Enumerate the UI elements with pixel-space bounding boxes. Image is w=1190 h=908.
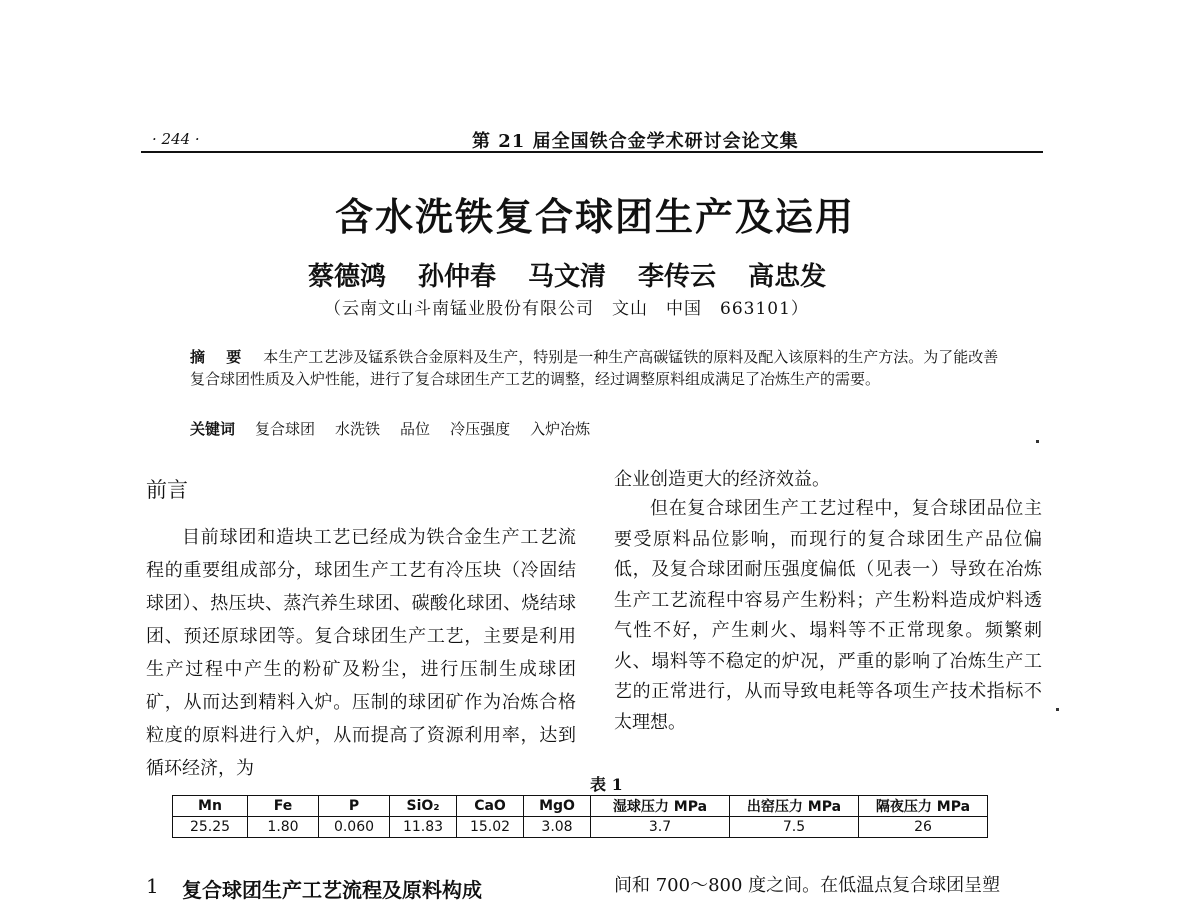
- table-cell: 1.80: [248, 817, 319, 838]
- keyword: 复合球团: [255, 420, 316, 438]
- paper-title: 含水洗铁复合球团生产及运用: [334, 195, 855, 239]
- intro-paragraph-right: 但在复合球团生产工艺过程中，复合球团品位主要受原料品位影响，而现行的复合球团生产品位偏低，及复合球团耐压强度偏低（见表一）导致在冶炼生产工艺流程中容易产生粉料；产生粉料造成炉料透气性不好，产生刺火、塌料等不正常现象。频繁刺火、塌料等不稳定的炉况，严重的影响了冶炼生产工艺的正常进行，从而导致电耗等各项生产技术指标不太理想。: [614, 498, 1042, 733]
- keywords: [190, 418, 590, 439]
- table-header-cell: 隔夜压力 MPa: [859, 796, 988, 817]
- table-cell: 0.060: [319, 817, 390, 838]
- table-cell: 3.08: [524, 817, 591, 838]
- table-header-cell: SiO₂: [390, 796, 457, 817]
- author: 马文清: [528, 262, 607, 292]
- table-cell: 15.02: [457, 817, 524, 838]
- keywords-label: 关键词: [190, 420, 236, 438]
- table-header-cell: Fe: [248, 796, 319, 817]
- keyword: 品位: [400, 420, 431, 438]
- affiliation: （云南文山斗南锰业股份有限公司 文山 中国 663101）: [324, 299, 809, 319]
- abstract-text: 本生产工艺涉及锰系铁合金原料及生产，特别是一种生产高碳锰铁的原料及配入该原料的生产方法。为了能改善复合球团性质及入炉性能，进行了复合球团生产工艺的调整，经过调整原料组成满足了冶炼生产的需要。: [190, 348, 999, 388]
- section-heading-intro: 前言: [146, 478, 188, 502]
- table-cell: 26: [859, 817, 988, 838]
- abstract-label: 摘 要: [190, 348, 250, 366]
- table-header-cell: 湿球压力 MPa: [591, 796, 730, 817]
- author: 高忠发: [748, 262, 827, 292]
- table-cell: 25.25: [173, 817, 248, 838]
- section-1-heading: 复合球团生产工艺流程及原料构成: [182, 878, 482, 902]
- table-header-cell: CaO: [457, 796, 524, 817]
- table-caption: 表 1: [590, 775, 623, 794]
- table-header-row: [173, 796, 988, 817]
- table-cell: 11.83: [390, 817, 457, 838]
- section-1-number: 1: [146, 874, 159, 898]
- table-header-cell: P: [319, 796, 390, 817]
- table-header-cell: Mn: [173, 796, 248, 817]
- table-cell: 7.5: [730, 817, 859, 838]
- intro-continuation: 企业创造更大的经济效益。: [614, 469, 830, 490]
- page-number: · 244 ·: [152, 130, 200, 148]
- keyword: 冷压强度: [450, 420, 511, 438]
- abstract: [190, 346, 1000, 390]
- keyword: 入炉冶炼: [530, 420, 591, 438]
- author: 孙仲春: [418, 262, 497, 292]
- author-list: [308, 256, 826, 293]
- table-header-cell: 出窑压力 MPa: [730, 796, 859, 817]
- keyword: 水洗铁: [335, 420, 381, 438]
- author: 蔡德鸿: [308, 262, 387, 292]
- intro-paragraph-left: 目前球团和造块工艺已经成为铁合金生产工艺流程的重要组成部分，球团生产工艺有冷压块（冷固结球团）、热压块、蒸汽养生球团、碳酸化球团、烧结球团、预还原球团等。复合球团生产工艺，主要是利用生产过程中产生的粉矿及粉尘，进行压制生成球团矿，从而达到精料入炉。压制的球团矿作为冶炼合格粒度的原料进行入炉，从而提高了资源利用率，达到循环经济，为: [146, 527, 576, 779]
- scan-speck: [1056, 708, 1059, 711]
- composition-table: [172, 795, 988, 838]
- table-row: [173, 817, 988, 838]
- scan-speck: [1036, 440, 1039, 443]
- header-rule: [141, 151, 1043, 153]
- author: 李传云: [638, 262, 717, 292]
- section-1-right-text: 间和 700～800 度之间。在低温点复合球团呈塑: [614, 875, 1001, 896]
- table-header-cell: MgO: [524, 796, 591, 817]
- table-cell: 3.7: [591, 817, 730, 838]
- running-header: 第 21 届全国铁合金学术研讨会论文集: [472, 131, 799, 152]
